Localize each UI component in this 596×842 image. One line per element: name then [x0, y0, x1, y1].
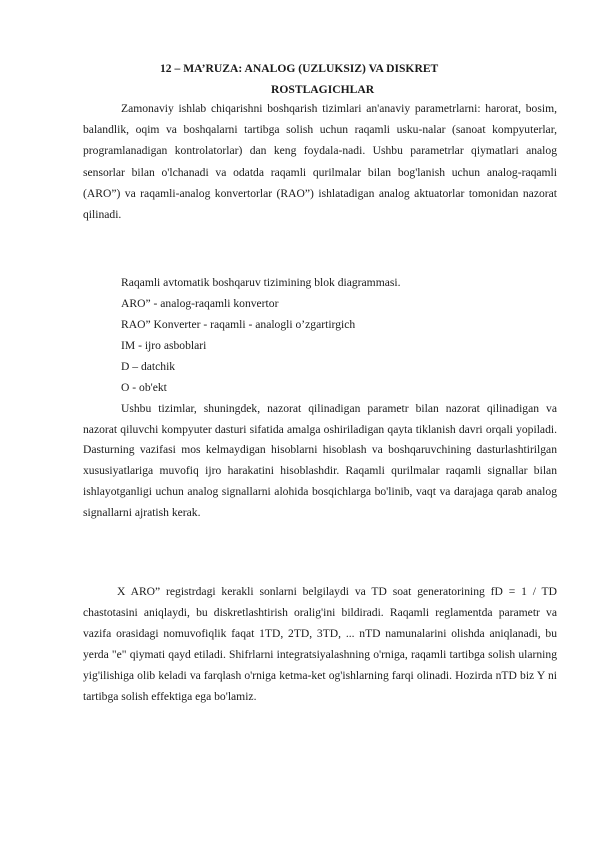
paragraph-sampling: X ARO” registrdagi kerakli sonlarni belgilaydi va TD soat generatorining fD = 1 / TD chastotasini aniqlaydi, bu diskretlashtirish oralig'ini bildiradi. Raqamli reglamentda parametr va vazifa orasidagi nomuvofiqlik faqat 1TD, 2TD, 3TD, ... nTD namunalarini olishda aniqlanadi, bu yerda "e" qiymati qayd etiladi. Shifrlarni integratsiyalashning o'rniga, raqamli tartibga solish ularning yig'ilishiga olib keladi va farqlash o'rniga ketma-ket og'ishlarning farqi olinadi. Hozirda nTD biz Y ni tartibga solish effektiga ega bo'lamiz.	[83, 585, 557, 703]
list-item-block-diagram: Raqamli avtomatik boshqaruv tizimining blok diagrammasi.	[121, 276, 401, 289]
list-item-object: O - ob'ekt	[121, 381, 167, 394]
lecture-title-line2: ROSTLAGICHLAR	[271, 83, 375, 96]
paragraph-intro: Zamonaviy ishlab chiqarishni boshqarish tizimlari an'anaviy parametrlarni: harorat, bosim, balandlik, oqim va boshqalarni tartibga solish uchun raqamli usku-nalar (sanoat kompyuterlar, programlanadigan kontrolatorlar) dan keng foydala-nadi. Ushbu parametrlar qiymatlari analog sensorlar bilan o'lchanadi va odatda raqamli qurilmalar bilan bog'lanish uchun analog-raqamli (ARO”) va raqamli-analog konvertorlar (RAO”) ishlatadigan analog aktuatorlar tomonidan nazorat qilinadi.	[83, 102, 557, 222]
list-item-sensor: D – datchik	[121, 360, 176, 373]
lecture-title-line1: 12 – MA’RUZA: ANALOG (UZLUKSIZ) VA DISKRET	[160, 62, 439, 75]
list-item-actuators: IM - ijro asboblari	[121, 339, 207, 352]
paragraph-closed-loop: Ushbu tizimlar, shuningdek, nazorat qilinadigan parametr bilan nazorat qilinadigan va nazorat qiluvchi kompyuter dasturi sifatida amalga oshiriladigan qayta tiklanish davri orqali yopiladi. Dasturning vazifasi mos kelmaydigan hisoblarni hisoblash va boshqaruvchining dasturlashtirilgan xususiyatlariga muvofiq ijro harakatini hisoblashdir. Raqamli qurilmalar raqamli signallar bilan ishlayotganligi uchun analog signallarni alohida bosqichlarga bo'linib, vaqt va darajaga qarab analog signallarni ajratish kerak.	[83, 402, 557, 519]
list-item-dac: RAO” Konverter - raqamli - analogli o’zgartirgich	[121, 318, 356, 331]
list-item-adc: ARO” - analog-raqamli konvertor	[121, 297, 279, 310]
